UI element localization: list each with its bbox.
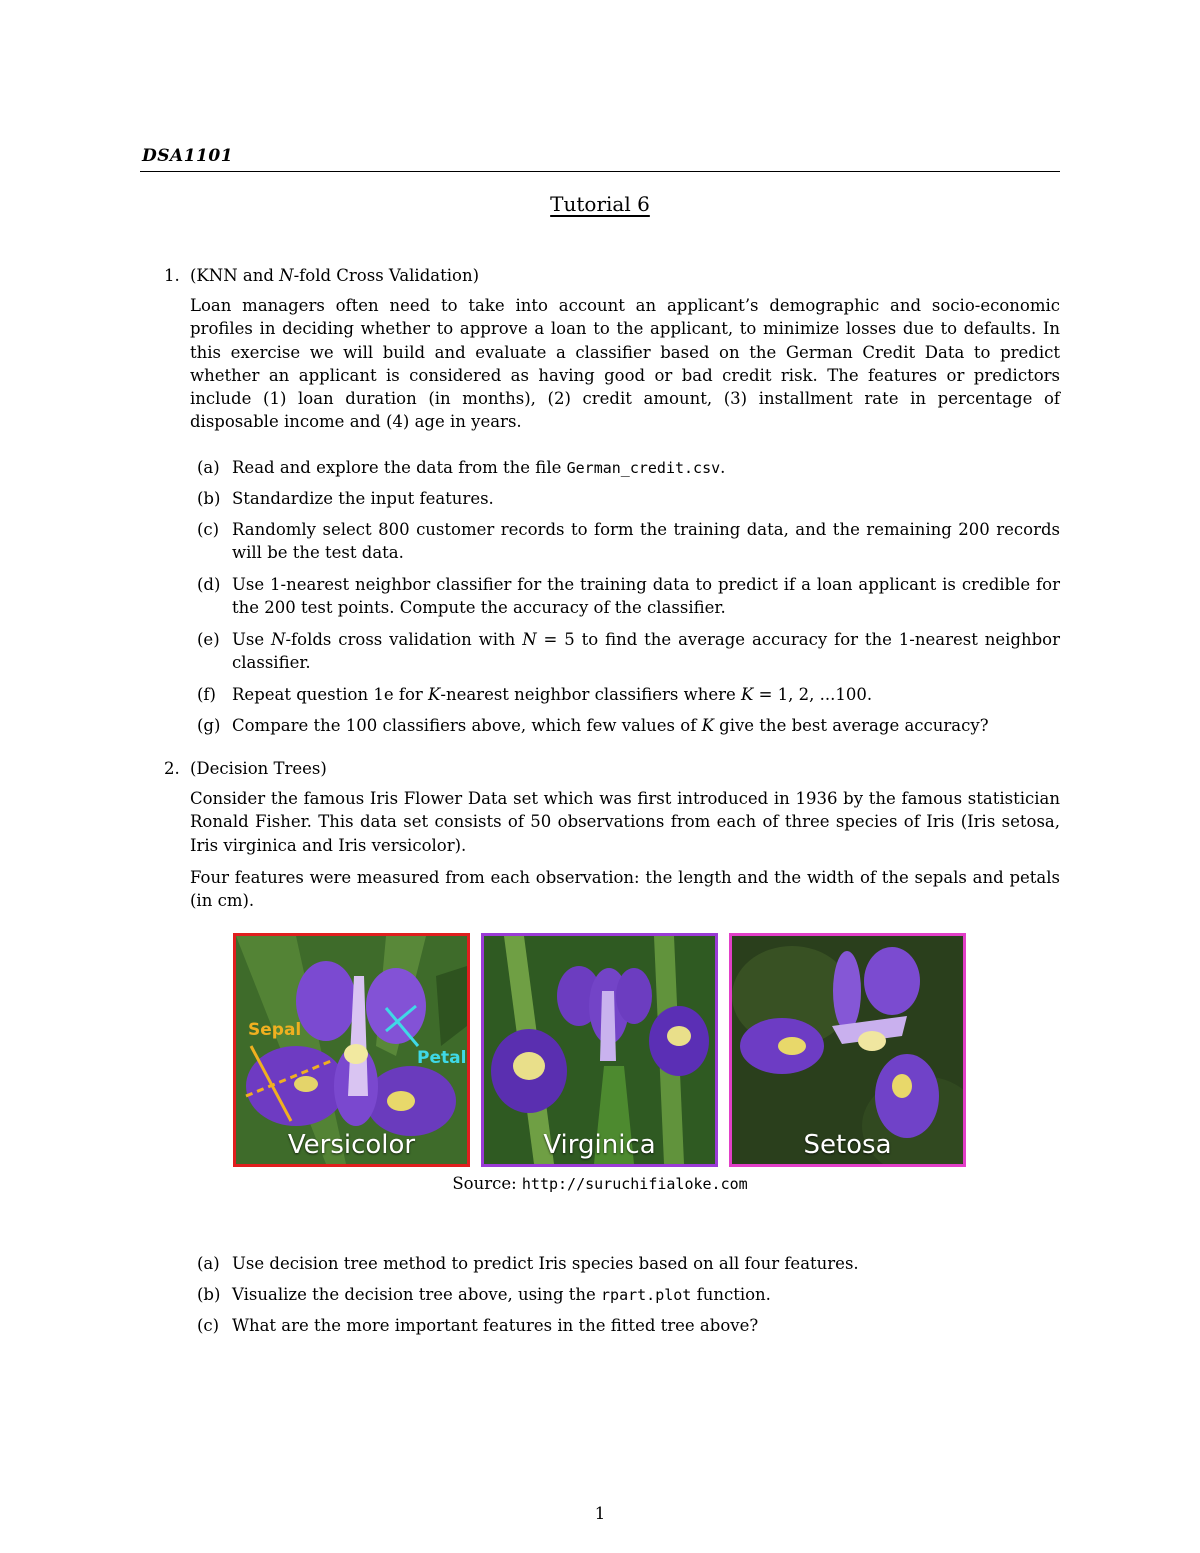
part-label: (f)	[197, 685, 216, 704]
question-1-intro: Loan managers often need to take into account an applicant’s demographic and socio-economic profiles in deciding whether to approve a loan to the applicant, to minimize losses due to defaults. In this exercise we will build and evaluate a classifier based on the German Credit Data to predict whether an applicant is considered as having good or bad credit risk. The features or predictors include (1) loan duration (in months), (2) credit amount, (3) installment rate in percentage of disposable income and (4) age in years.	[190, 296, 1060, 432]
part-label: (a)	[197, 458, 220, 477]
part-label: (d)	[197, 575, 221, 594]
part-text: What are the more important features in the fitted tree above?	[232, 1316, 759, 1335]
part-label: (a)	[197, 1254, 220, 1273]
math-var: N	[522, 630, 537, 649]
q2-heading-text: (Decision Trees)	[190, 759, 327, 778]
q1-heading-pre: (KNN and	[190, 266, 280, 285]
question-2-paragraph-2: Four features were measured from each observation: the length and the width of the sepals and petals (in cm).	[190, 868, 1060, 911]
math-var: N	[271, 630, 286, 649]
q2-part-b	[197, 1283, 1060, 1307]
math-eq: = 1, 2, ...100.	[753, 685, 873, 704]
question-1-heading	[164, 264, 479, 287]
q1-part-f	[197, 683, 1060, 706]
q1-part-g	[197, 714, 1060, 737]
question-2-paragraph-1: Consider the famous Iris Flower Data set which was first introduced in 1936 by the famous statistician Ronald Fisher. This data set consists of 50 observations from each of three species of Iris (Iris setosa, Iris virginica and Iris versicolor).	[190, 789, 1060, 855]
q2-part-c	[197, 1314, 1060, 1337]
title-text: Tutorial 6	[550, 192, 650, 216]
part-text: Visualize the decision tree above, using the	[232, 1285, 602, 1304]
photo-caption: Virginica	[543, 1130, 656, 1160]
q1-part-c	[197, 518, 1060, 565]
part-text: Use	[232, 630, 272, 649]
part-text: Standardize the input features.	[232, 489, 494, 508]
part-text-end: to find the average accuracy for the 1-nearest neighbor classifier.	[232, 630, 1060, 673]
math-var: K	[701, 716, 714, 735]
part-label: (b)	[197, 1285, 221, 1304]
virginica-photo	[481, 933, 718, 1167]
math-eq: = 5	[536, 630, 575, 649]
source-label: Source:	[452, 1174, 522, 1193]
page-title	[0, 192, 1200, 216]
q1-heading-var: N	[279, 266, 294, 285]
q1-heading-post: -fold Cross Validation)	[293, 266, 480, 285]
part-label: (b)	[197, 489, 221, 508]
question-2-number: 2.	[164, 759, 180, 778]
q1-part-d	[197, 573, 1060, 620]
header-rule	[140, 171, 1060, 172]
iris-figure	[233, 933, 968, 1168]
part-label: (c)	[197, 1316, 220, 1335]
part-text: Compare the 100 classifiers above, which few values of	[232, 716, 702, 735]
figure-source	[0, 1174, 1200, 1193]
math-var: K	[741, 685, 754, 704]
part-text-end: function.	[691, 1285, 771, 1304]
sepal-label: Sepal	[248, 1020, 302, 1040]
page-number: 1	[594, 1504, 606, 1523]
q1-part-a	[197, 456, 1060, 480]
course-code: DSA1101	[142, 146, 234, 166]
part-text: Randomly select 800 customer records to form the training data, and the remaining 200 records will be the test data.	[232, 520, 1060, 563]
petal-label: Petal	[417, 1048, 467, 1068]
part-text-end: .	[720, 458, 726, 477]
part-text: Repeat question 1e for	[232, 685, 429, 704]
q1-part-b	[197, 487, 1060, 510]
part-label: (e)	[197, 630, 220, 649]
file-name: German_credit.csv	[566, 459, 721, 477]
part-label: (c)	[197, 520, 220, 539]
question-1-number: 1.	[164, 266, 180, 285]
photo-caption: Setosa	[803, 1130, 892, 1160]
part-text: Use decision tree method to predict Iris species based on all four features.	[232, 1254, 859, 1273]
source-url: http://suruchifialoke.com	[521, 1175, 748, 1193]
part-text-end: give the best average accuracy?	[713, 716, 989, 735]
q2-part-a	[197, 1252, 1060, 1275]
setosa-photo	[729, 933, 966, 1167]
function-name: rpart.plot	[601, 1286, 692, 1304]
math-var: K	[428, 685, 441, 704]
part-label: (g)	[197, 716, 221, 735]
part-text-mid: -nearest neighbor classifiers where	[440, 685, 742, 704]
part-text-mid: -folds cross validation with	[285, 630, 523, 649]
question-2-heading	[164, 757, 327, 780]
part-text: Use 1-nearest neighbor classifier for the training data to predict if a loan applicant is credible for the 200 test points. Compute the accuracy of the classifier.	[232, 575, 1060, 618]
photo-caption: Versicolor	[287, 1130, 416, 1160]
q1-part-e	[197, 628, 1060, 675]
part-text: Read and explore the data from the file	[232, 458, 567, 477]
versicolor-photo	[233, 933, 470, 1167]
